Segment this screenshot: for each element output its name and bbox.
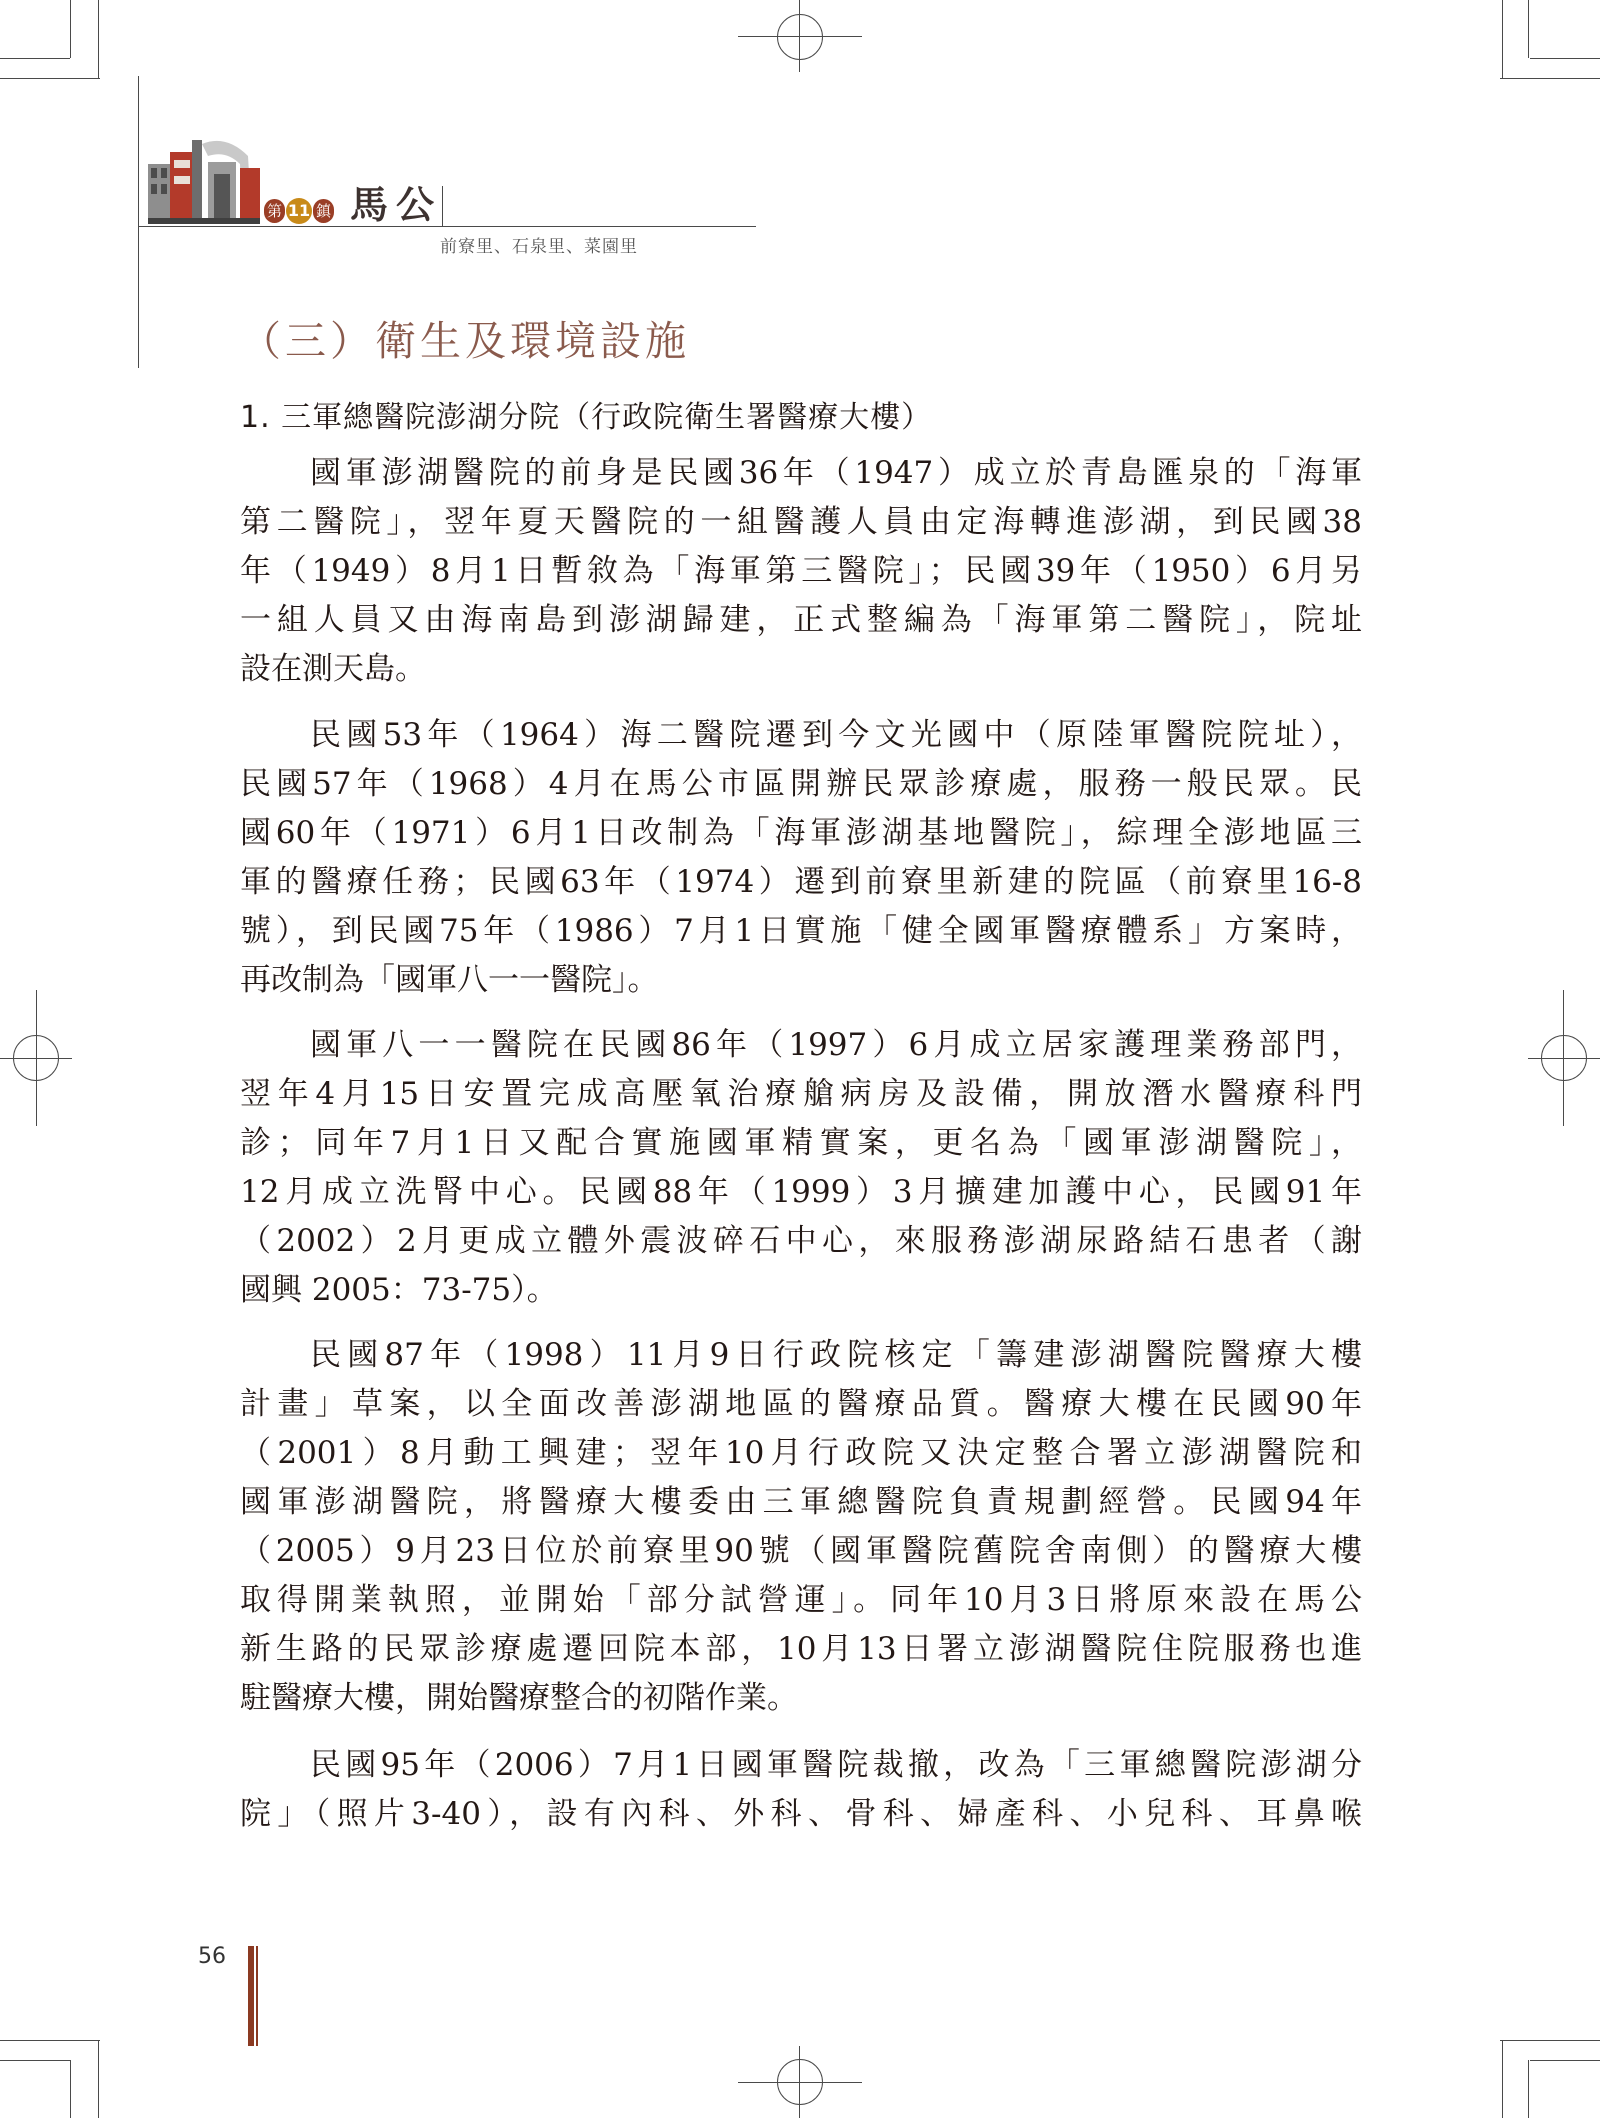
- subsection-title: 1. 三軍總醫院澎湖分院（行政院衛生署醫療大樓）: [240, 400, 933, 435]
- text-line: 再改制為「國軍八一一醫院」。: [240, 962, 659, 998]
- text-line: 年（1949）8月1日暫敘為「海軍第三醫院」；民國39年（1950）6月另: [240, 553, 1362, 589]
- text-line: 軍的醫療任務；民國63年（1974）遷到前寮里新建的院區（前寮里16-8: [240, 864, 1362, 900]
- badge-prefix: 第: [264, 199, 285, 223]
- text-line: 設在測天島。: [240, 651, 426, 687]
- badge-suffix: 鎮: [313, 199, 334, 223]
- gate-illustration: [148, 134, 260, 224]
- text-line: 診；同年7月1日又配合實施國軍精實案，更名為「國軍澎湖醫院」，: [240, 1125, 1362, 1161]
- text-line: （2001）8月動工興建；翌年10月行政院又決定整合署立澎湖醫院和: [240, 1435, 1362, 1471]
- paragraph-4: [240, 1331, 1362, 1723]
- text-line: 翌年4月15日安置完成高壓氧治療艙病房及設備，開放潛水醫療科門: [240, 1076, 1362, 1112]
- text-line: 民國53年（1964）海二醫院遷到今文光國中（原陸軍醫院院址），: [310, 717, 1362, 753]
- chapter-title: 馬公: [350, 182, 443, 227]
- text-line: 民國57年（1968）4月在馬公市區開辦民眾診療處，服務一般民眾。民: [240, 766, 1362, 802]
- text-line: 計畫」草案，以全面改善澎湖地區的醫療品質。醫療大樓在民國90年: [240, 1386, 1362, 1422]
- text-line: 國軍澎湖醫院，將醫療大樓委由三軍總醫院負責規劃經營。民國94年: [240, 1484, 1362, 1520]
- text-line: 12月成立洗腎中心。民國88年（1999）3月擴建加護中心，民國91年: [240, 1174, 1362, 1210]
- text-line: 民國87年（1998）11月9日行政院核定「籌建澎湖醫院醫療大樓: [310, 1337, 1362, 1373]
- text-line: 取得開業執照，並開始「部分試營運」。同年10月3日將原來設在馬公: [240, 1582, 1362, 1618]
- badge-number: 11: [286, 198, 312, 224]
- text-line: 民國95年（2006）7月1日國軍醫院裁撤，改為「三軍總醫院澎湖分: [310, 1747, 1362, 1783]
- text-line: 國60年（1971）6月1日改制為「海軍澎湖基地醫院」，綜理全澎地區三: [240, 815, 1362, 851]
- page-accent-line: [256, 1946, 258, 2046]
- text-line: 國軍八一一醫院在民國86年（1997）6月成立居家護理業務部門，: [310, 1027, 1362, 1063]
- chapter-subtitle: 前寮里、石泉里、菜園里: [440, 237, 638, 257]
- text-line: 號），到民國75年（1986）7月1日實施「健全國軍醫療體系」方案時，: [240, 913, 1362, 949]
- text-line: 國軍澎湖醫院的前身是民國36年（1947）成立於青島匯泉的「海軍: [310, 455, 1362, 491]
- text-line: 一組人員又由海南島到澎湖歸建，正式整編為「海軍第二醫院」，院址: [240, 602, 1362, 638]
- page-accent-bar: [248, 1946, 254, 2046]
- text-line: （2005）9月23日位於前寮里90號（國軍醫院舊院舍南側）的醫療大樓: [240, 1533, 1362, 1569]
- page-number: 56: [198, 1944, 226, 1969]
- text-line: 新生路的民眾診療處遷回院本部，10月13日署立澎湖醫院住院服務也進: [240, 1631, 1362, 1667]
- text-line: 第二醫院」，翌年夏天醫院的一組醫護人員由定海轉進澎湖，到民國38: [240, 504, 1362, 540]
- paragraph-5: [240, 1741, 1362, 1839]
- paragraph-1: [240, 449, 1362, 694]
- chapter-badge: [264, 196, 334, 226]
- paragraph-2: [240, 711, 1362, 1005]
- text-line: （2002）2月更成立體外震波碎石中心，來服務澎湖尿路結石患者（謝: [240, 1223, 1362, 1259]
- section-title: （三）衛生及環境設施: [240, 317, 690, 365]
- text-line: 院」（照片3-40），設有內科、外科、骨科、婦產科、小兒科、耳鼻喉: [240, 1796, 1362, 1832]
- text-line: 駐醫療大樓，開始醫療整合的初階作業。: [240, 1680, 798, 1716]
- text-line: 國興 2005：73-75）。: [240, 1272, 558, 1308]
- paragraph-3: [240, 1021, 1362, 1315]
